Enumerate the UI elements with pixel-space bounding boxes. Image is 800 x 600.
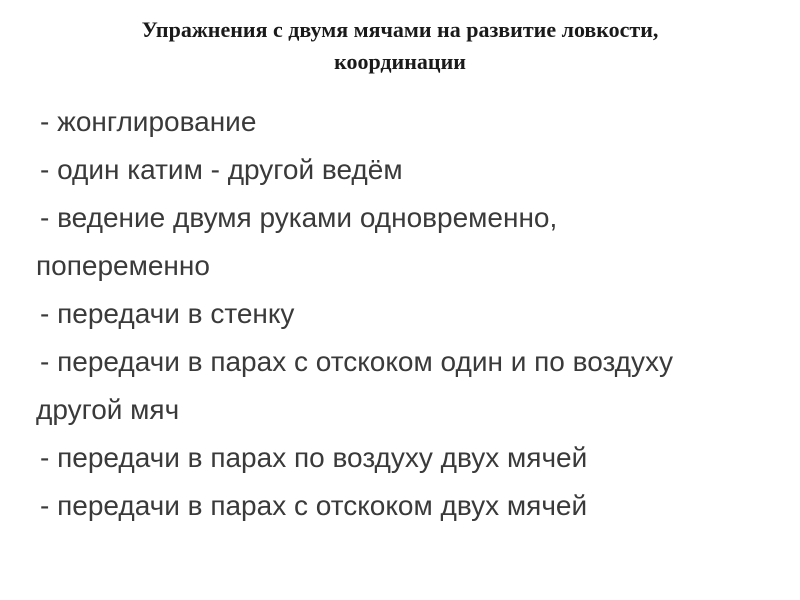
list-item-text: - передачи в парах с отскоком один и по воздуху [40, 346, 674, 377]
slide-title [20, 14, 780, 78]
list-item-text-continuation: другой мяч [36, 394, 180, 425]
slide-title-line-2: координации [334, 49, 466, 74]
list-item-text: - передачи в парах с отскоком двух мячей [40, 490, 588, 521]
list-item-text: - ведение двумя руками одновременно, [40, 202, 558, 233]
list-item [38, 482, 788, 530]
exercise-list [38, 98, 788, 530]
list-item-text: - жонглирование [40, 106, 257, 137]
slide-title-line-1: Упражнения с двумя мячами на развитие ловкости, [141, 17, 659, 42]
list-item [38, 194, 788, 290]
list-item-text: - передачи в стенку [40, 298, 295, 329]
list-item [38, 146, 788, 194]
list-item-text: - один катим - другой ведём [40, 154, 403, 185]
list-item-text: - передачи в парах по воздуху двух мячей [40, 442, 588, 473]
list-item [38, 98, 788, 146]
list-item [38, 434, 788, 482]
list-item-text-continuation: попеременно [36, 250, 210, 281]
list-item [38, 290, 788, 338]
list-item [38, 338, 788, 434]
